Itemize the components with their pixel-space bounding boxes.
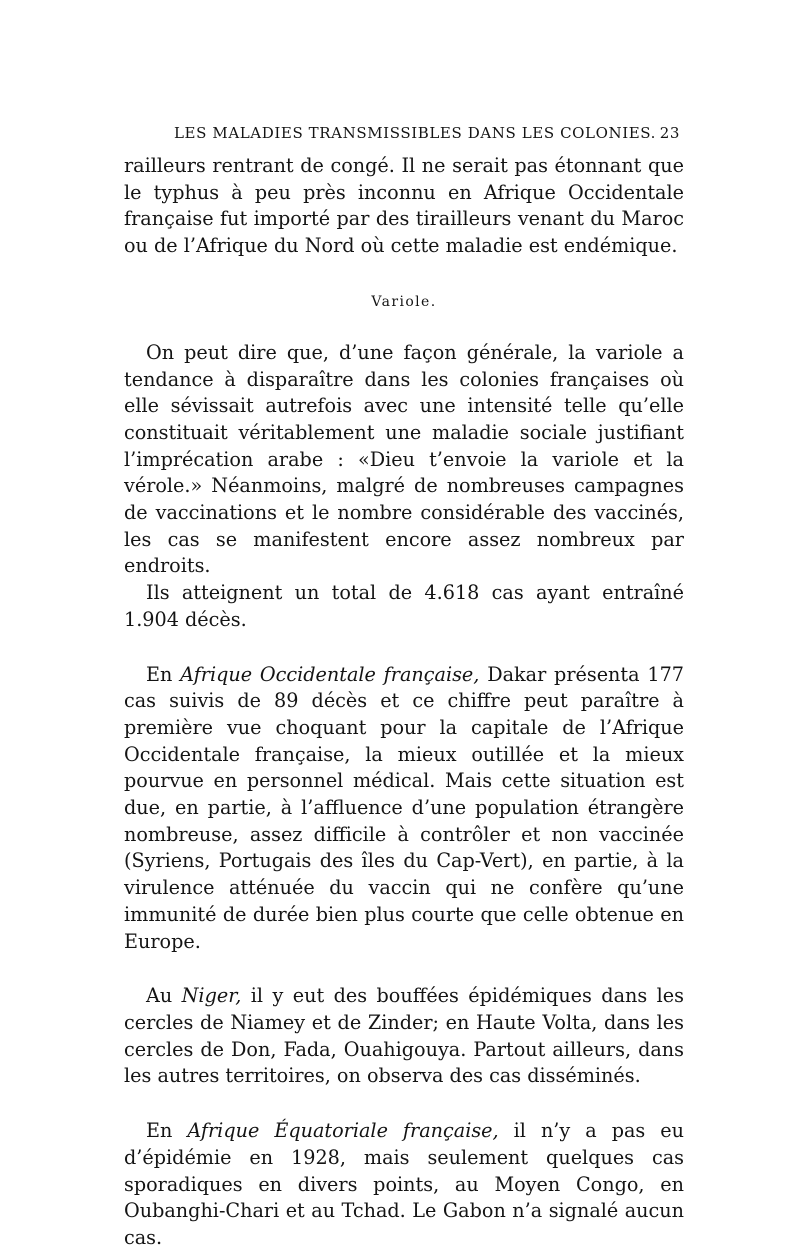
place-aof: Afrique Occidentale française,	[180, 662, 480, 686]
paragraph-aof	[124, 662, 684, 956]
running-head	[124, 124, 684, 146]
paragraph-aef	[124, 1118, 684, 1252]
paragraph-aof-text: Dakar présenta 177 cas suivis de 89 décès et ce chiffre peut paraître à première vue choquant pour la capitale de l’Afrique Occidentale française, la mieux outillée et la mieux pourvue en personnel médical. Mais cette situation est due, en partie, à l’affluence d’une population étrangère nombreuse, assez difficile à contrôler et non vaccinée (Syriens, Portugais des îles du Cap-Vert), en partie, à la virulence atténuée du vaccin qui ne confère qu’une immunité de durée bien plus courte que celle obtenue en Europe.	[124, 662, 684, 953]
paragraph-aef-prefix: En	[146, 1119, 188, 1143]
place-aef: Afrique Équatoriale française,	[187, 1119, 499, 1143]
paragraph-variole-general: On peut dire que, d’une façon générale, la variole a tendance à disparaître dans les colonies françaises où elle sévissait autrefois avec une intensité telle qu’elle constituait véritablement une maladie sociale justifiant l’imprécation arabe : «Dieu t’envoie la variole et la vérole.» Néanmoins, malgré de nombreuses campagnes de vaccinations et le nombre considérable des vaccinés, les cas se manifestent encore assez nombreux par endroits.	[124, 340, 684, 578]
intro-paragraph: railleurs rentrant de congé. Il ne serait pas étonnant que le typhus à peu près inconnu en Afrique Occidentale française fut importé par des tirailleurs venant du Maroc ou de l’Afrique du Nord où cette maladie est endémique.	[124, 154, 684, 258]
running-title: LES MALADIES TRANSMISSIBLES DANS LES COLONIES.	[174, 124, 657, 142]
body-text	[124, 153, 684, 1252]
section-heading-variole: Variole.	[371, 293, 437, 310]
paragraph-totals: Ils atteignent un total de 4.618 cas ayant entraîné 1.904 décès.	[124, 581, 684, 631]
paragraph-niger	[124, 983, 684, 1090]
paragraph-aof-prefix: En	[146, 662, 181, 686]
paragraph-niger-text: il y eut des bouffées épidémiques dans les cercles de Niamey et de Zinder; en Haute Volta, dans les cercles de Don, Fada, Ouahigouya. Partout ailleurs, dans les autres territoires, on observa des cas disséminés.	[124, 984, 684, 1088]
page-number: 23	[659, 124, 680, 142]
place-niger: Niger,	[181, 984, 242, 1008]
paragraph-niger-prefix: Au	[146, 984, 182, 1008]
paragraph-aef-text: il n’y a pas eu d’épidémie en 1928, mais seulement quelques cas sporadiques en divers points, au Moyen Congo, en Oubanghi-Chari et au Tchad. Le Gabon n’a signalé aucun cas.	[124, 1119, 685, 1249]
